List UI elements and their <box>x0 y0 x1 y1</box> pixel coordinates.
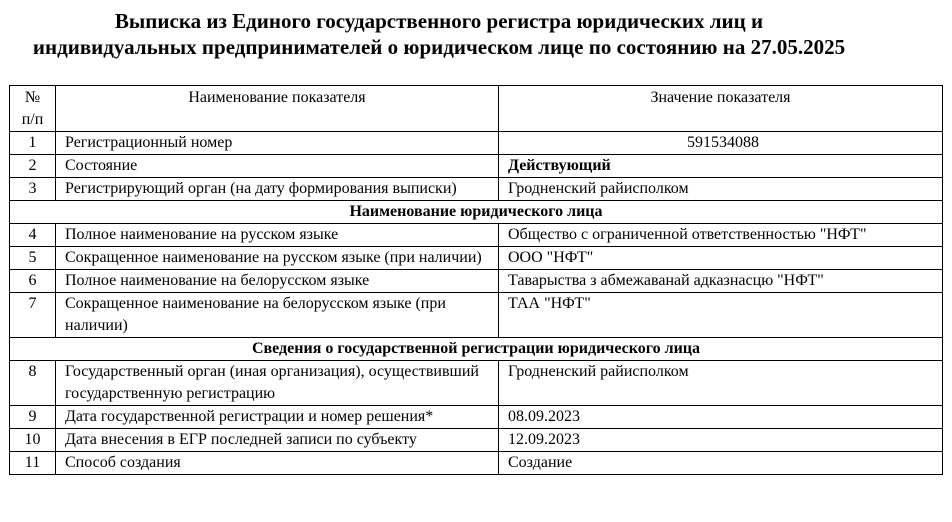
row-number: 4 <box>10 224 56 247</box>
row-indicator-value: Гродненский райисполком <box>499 361 943 406</box>
table-row <box>10 224 943 247</box>
row-number: 2 <box>10 155 56 178</box>
row-indicator-name: Дата внесения в ЕГР последней записи по субъекту <box>56 429 499 452</box>
header-number-abbrev: п/п <box>21 111 44 128</box>
row-indicator-name: Полное наименование на русском языке <box>56 224 499 247</box>
row-indicator-name: Регистрирующий орган (на дату формирования выписки) <box>56 178 499 201</box>
row-indicator-value: 12.09.2023 <box>499 429 943 452</box>
row-indicator-value: Таварыства з абмежаванай адказнасцю "НФТ" <box>499 270 943 293</box>
row-number: 5 <box>10 247 56 270</box>
row-number: 11 <box>10 452 56 475</box>
header-number-symbol: № <box>24 89 41 106</box>
row-number: 9 <box>10 406 56 429</box>
table-row <box>10 293 943 338</box>
row-number: 6 <box>10 270 56 293</box>
header-indicator-name: Наименование показателя <box>56 86 499 132</box>
row-indicator-value: Действующий <box>499 155 943 178</box>
table-header-row <box>10 86 943 132</box>
table-row <box>10 452 943 475</box>
table-row <box>10 429 943 452</box>
row-indicator-value: Гродненский райисполком <box>499 178 943 201</box>
row-indicator-name: Сокращенное наименование на белорусском языке (при наличии) <box>56 293 499 338</box>
section-title-state-registration: Сведения о государственной регистрации юридического лица <box>10 338 943 361</box>
table-row <box>10 247 943 270</box>
table-row <box>10 361 943 406</box>
section-row <box>10 201 943 224</box>
section-title-legal-entity-name: Наименование юридического лица <box>10 201 943 224</box>
table-row <box>10 155 943 178</box>
header-indicator-value: Значение показателя <box>499 86 943 132</box>
row-indicator-value: Общество с ограниченной ответственностью "НФТ" <box>499 224 943 247</box>
document-title-line-1: Выписка из Единого государственного регистра юридических лиц и <box>114 9 764 33</box>
row-indicator-name: Состояние <box>56 155 499 178</box>
row-number: 10 <box>10 429 56 452</box>
row-number: 8 <box>10 361 56 406</box>
row-number: 7 <box>10 293 56 338</box>
table-row <box>10 178 943 201</box>
table-row <box>10 132 943 155</box>
row-number: 1 <box>10 132 56 155</box>
row-indicator-value: 591534088 <box>499 132 943 155</box>
row-indicator-name: Сокращенное наименование на русском языке (при наличии) <box>56 247 499 270</box>
row-indicator-name: Регистрационный номер <box>56 132 499 155</box>
row-indicator-name: Полное наименование на белорусском языке <box>56 270 499 293</box>
row-indicator-value: ООО "НФТ" <box>499 247 943 270</box>
register-extract-table <box>9 85 943 475</box>
row-indicator-value: Создание <box>499 452 943 475</box>
section-row <box>10 338 943 361</box>
table-row <box>10 406 943 429</box>
table-row <box>10 270 943 293</box>
row-number: 3 <box>10 178 56 201</box>
row-indicator-value: 08.09.2023 <box>499 406 943 429</box>
row-indicator-value: ТАА "НФТ" <box>499 293 943 338</box>
row-indicator-name: Дата государственной регистрации и номер решения* <box>56 406 499 429</box>
document-title <box>0 8 878 60</box>
document-title-line-2: индивидуальных предпринимателей о юридическом лице по состоянию на 27.05.2025 <box>32 35 846 59</box>
row-indicator-name: Государственный орган (иная организация), осуществивший государственную регистрацию <box>56 361 499 406</box>
row-indicator-name: Способ создания <box>56 452 499 475</box>
header-number <box>10 86 56 132</box>
